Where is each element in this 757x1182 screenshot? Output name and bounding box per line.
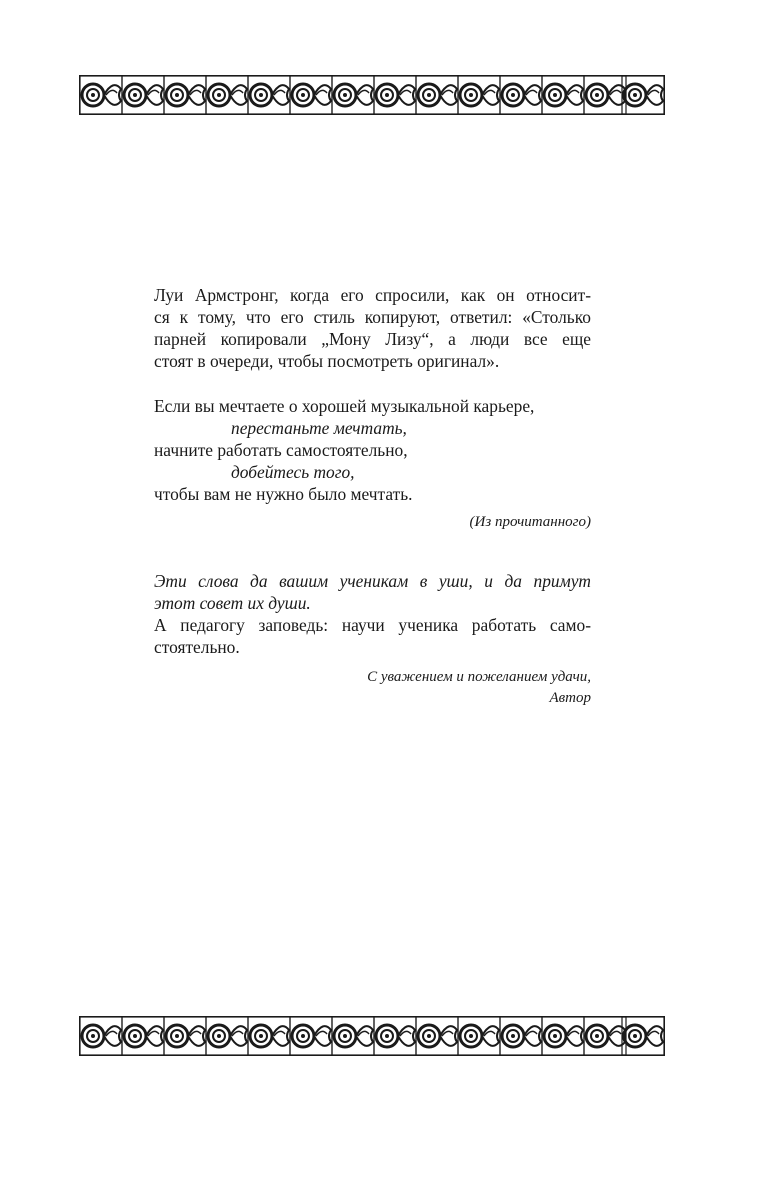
poem-block: [154, 395, 591, 505]
quote-line: стоят в очереди, чтобы посмотреть оригинал».: [154, 351, 500, 371]
signature-greeting: С уважением и пожеланием удачи,: [367, 669, 591, 685]
poem-line: чтобы вам не нужно было мечтать.: [154, 484, 413, 504]
poem-line-italic: добейтесь того,: [231, 462, 355, 482]
signature-author: Автор: [549, 690, 591, 706]
quote-line: ся к тому, что его стиль копируют, ответил: «Столько: [154, 307, 591, 327]
top-ornament-border-icon: [79, 75, 665, 115]
advice-line: А педагогу заповедь: научи ученика работать само-: [154, 615, 591, 635]
advice-paragraph: [154, 570, 591, 658]
poem-line: Если вы мечтаете о хорошей музыкальной карьере,: [154, 396, 535, 416]
poem-line-italic: перестаньте мечтать,: [231, 418, 407, 438]
quote-paragraph: [154, 284, 591, 372]
signature: [154, 667, 591, 709]
advice-line-italic: Эти слова да вашим ученикам в уши, и да примут: [154, 571, 591, 591]
quote-line: Луи Армстронг, когда его спросили, как он относит-: [154, 285, 591, 305]
poem-source: (Из прочитанного): [469, 514, 591, 530]
poem-line: начните работать самостоятельно,: [154, 440, 408, 460]
quote-line: парней копировали „Мону Лизу“, а люди все еще: [154, 329, 591, 349]
advice-line: стоятельно.: [154, 637, 240, 657]
advice-line-italic: этот совет их души.: [154, 593, 311, 613]
bottom-ornament-border-icon: [79, 1016, 665, 1056]
